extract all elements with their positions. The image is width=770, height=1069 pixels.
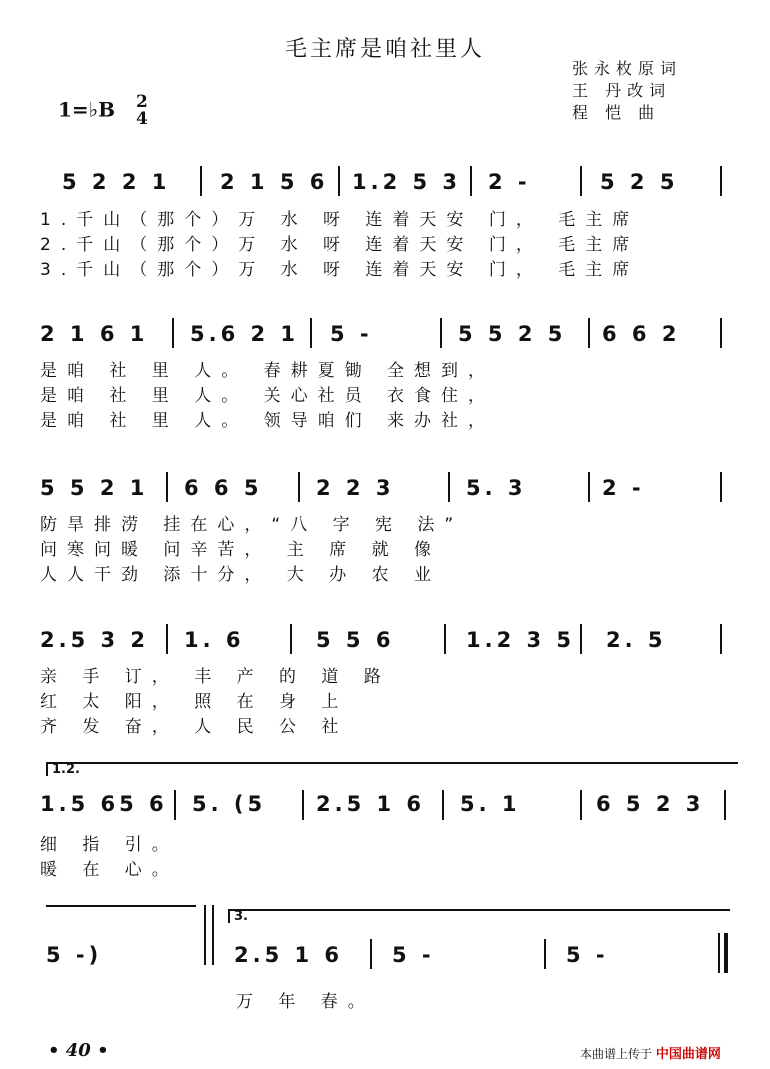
- measure: 6 5 2 3: [596, 792, 705, 816]
- barline: [544, 939, 546, 969]
- lyric-line: 齐 发 奋， 人 民 公 社: [40, 717, 349, 737]
- credit-lyricist-revised: 王 丹改词: [572, 81, 672, 100]
- staff-5: [40, 762, 730, 880]
- lyric-line: 是咱 社 里 人。 关心社员 衣食住，: [40, 386, 496, 406]
- volta-bracket: [46, 762, 738, 776]
- lyric-line: 万 年 春。: [236, 992, 375, 1012]
- barline: [470, 166, 472, 196]
- measure: 5 -): [46, 943, 103, 967]
- staff-3: [40, 466, 730, 585]
- measure: 5 5 6: [316, 628, 395, 652]
- measure: 5 5 2 1: [40, 476, 149, 500]
- measure: 5 2 2 1: [62, 170, 171, 194]
- measure: 5 2 5: [600, 170, 679, 194]
- barline: [724, 790, 726, 820]
- measure: 6 6 2: [602, 322, 681, 346]
- volta-label: 1.2.: [52, 762, 80, 777]
- source-credit-text: 本曲谱上传于: [580, 1047, 653, 1061]
- barline: [588, 472, 590, 502]
- measure: 5 -: [392, 943, 435, 967]
- barline: [290, 624, 292, 654]
- barline: [718, 933, 720, 973]
- lyric-line: 亲 手 订， 丰 产 的 道 路: [40, 667, 391, 687]
- staff-6: [40, 905, 730, 1012]
- lyric-line: 红 太 阳， 照 在 身 上: [40, 692, 349, 712]
- key-label: 1=♭B: [58, 97, 116, 122]
- barline: [166, 472, 168, 502]
- volta-bracket: [228, 909, 730, 923]
- measure: 5. 3: [466, 476, 527, 500]
- page-title: 毛主席是咱社里人: [284, 37, 485, 62]
- measure: 2 -: [488, 170, 531, 194]
- barline: [440, 318, 442, 348]
- measure: 2.5 1 6: [234, 943, 344, 967]
- lyric-line: 问寒问暖 问辛苦， 主 席 就 像: [40, 540, 442, 560]
- barline: [448, 472, 450, 502]
- lyric-line: 人人干劲 添十分， 大 办 农 业: [40, 565, 442, 585]
- barline: [720, 624, 722, 654]
- measure: 5 5 2 5: [458, 322, 567, 346]
- barline: [338, 166, 340, 196]
- credits: [572, 58, 682, 124]
- time-signature: [136, 94, 148, 128]
- barline: [370, 939, 372, 969]
- barline: [580, 790, 582, 820]
- barline: [298, 472, 300, 502]
- barline: [166, 624, 168, 654]
- measure: 1. 6: [184, 628, 245, 652]
- barline: [174, 790, 176, 820]
- measure: 2.5 1 6: [316, 792, 426, 816]
- lyric-line: 1.千山（那个）万 水 呀 连着天安 门， 毛主席: [40, 210, 640, 230]
- barline: [588, 318, 590, 348]
- barline: [444, 624, 446, 654]
- lyric-line: 暖 在 心。: [40, 860, 179, 880]
- measure: 2.5 3 2: [40, 628, 150, 652]
- lyric-line: 3.千山（那个）万 水 呀 连着天安 门， 毛主席: [40, 260, 640, 280]
- barline: [580, 624, 582, 654]
- credit-composer: 程 恺 曲: [572, 103, 661, 122]
- barline: [720, 318, 722, 348]
- staff-2: [40, 312, 730, 431]
- barline: [580, 166, 582, 196]
- barline: [172, 318, 174, 348]
- measure: 2 2 3: [316, 476, 395, 500]
- barline: [212, 905, 214, 965]
- barline: [204, 905, 206, 965]
- volta-line: [46, 905, 196, 907]
- measure: 5. (5: [192, 792, 267, 816]
- volta-label: 3.: [234, 909, 248, 924]
- barline: [724, 933, 728, 973]
- staff-4: [40, 618, 730, 737]
- page-number: • 40 •: [48, 1040, 109, 1061]
- measure: 2 1 6 1: [40, 322, 149, 346]
- barline: [200, 166, 202, 196]
- barline: [310, 318, 312, 348]
- measure: 5. 1: [460, 792, 521, 816]
- barline: [720, 166, 722, 196]
- measure: 5 -: [330, 322, 373, 346]
- measure: 5 -: [566, 943, 609, 967]
- measure: 6 6 5: [184, 476, 263, 500]
- staff-1: [40, 160, 730, 280]
- time-signature-bottom: 4: [135, 109, 148, 129]
- time-signature-top: 2: [135, 92, 148, 112]
- credit-lyricist-original: 张永枚原词: [572, 59, 683, 78]
- barline: [302, 790, 304, 820]
- measure: 5.6 2 1: [190, 322, 300, 346]
- measure: 1.2 3 5: [466, 628, 576, 652]
- lyric-line: 2.千山（那个）万 水 呀 连着天安 门， 毛主席: [40, 235, 640, 255]
- key-signature: [58, 94, 148, 128]
- page-number-text: 40: [65, 1040, 91, 1061]
- measure: 1.2 5 3: [352, 170, 462, 194]
- measure: 2 -: [602, 476, 645, 500]
- barline: [442, 790, 444, 820]
- measure: 2. 5: [606, 628, 667, 652]
- source-credit: [580, 1043, 721, 1062]
- barline: [720, 472, 722, 502]
- measure: 1.5 65 6: [40, 792, 168, 816]
- measure: 2 1 5 6: [220, 170, 329, 194]
- site-logo: 中国曲谱网: [655, 1047, 721, 1062]
- lyric-line: 防旱排涝 挂在心，“八 字 宪 法”: [40, 515, 464, 535]
- lyric-line: 细 指 引。: [40, 835, 179, 855]
- lyric-line: 是咱 社 里 人。 领导咱们 来办社，: [40, 411, 496, 431]
- lyric-line: 是咱 社 里 人。 春耕夏锄 全想到，: [40, 361, 496, 381]
